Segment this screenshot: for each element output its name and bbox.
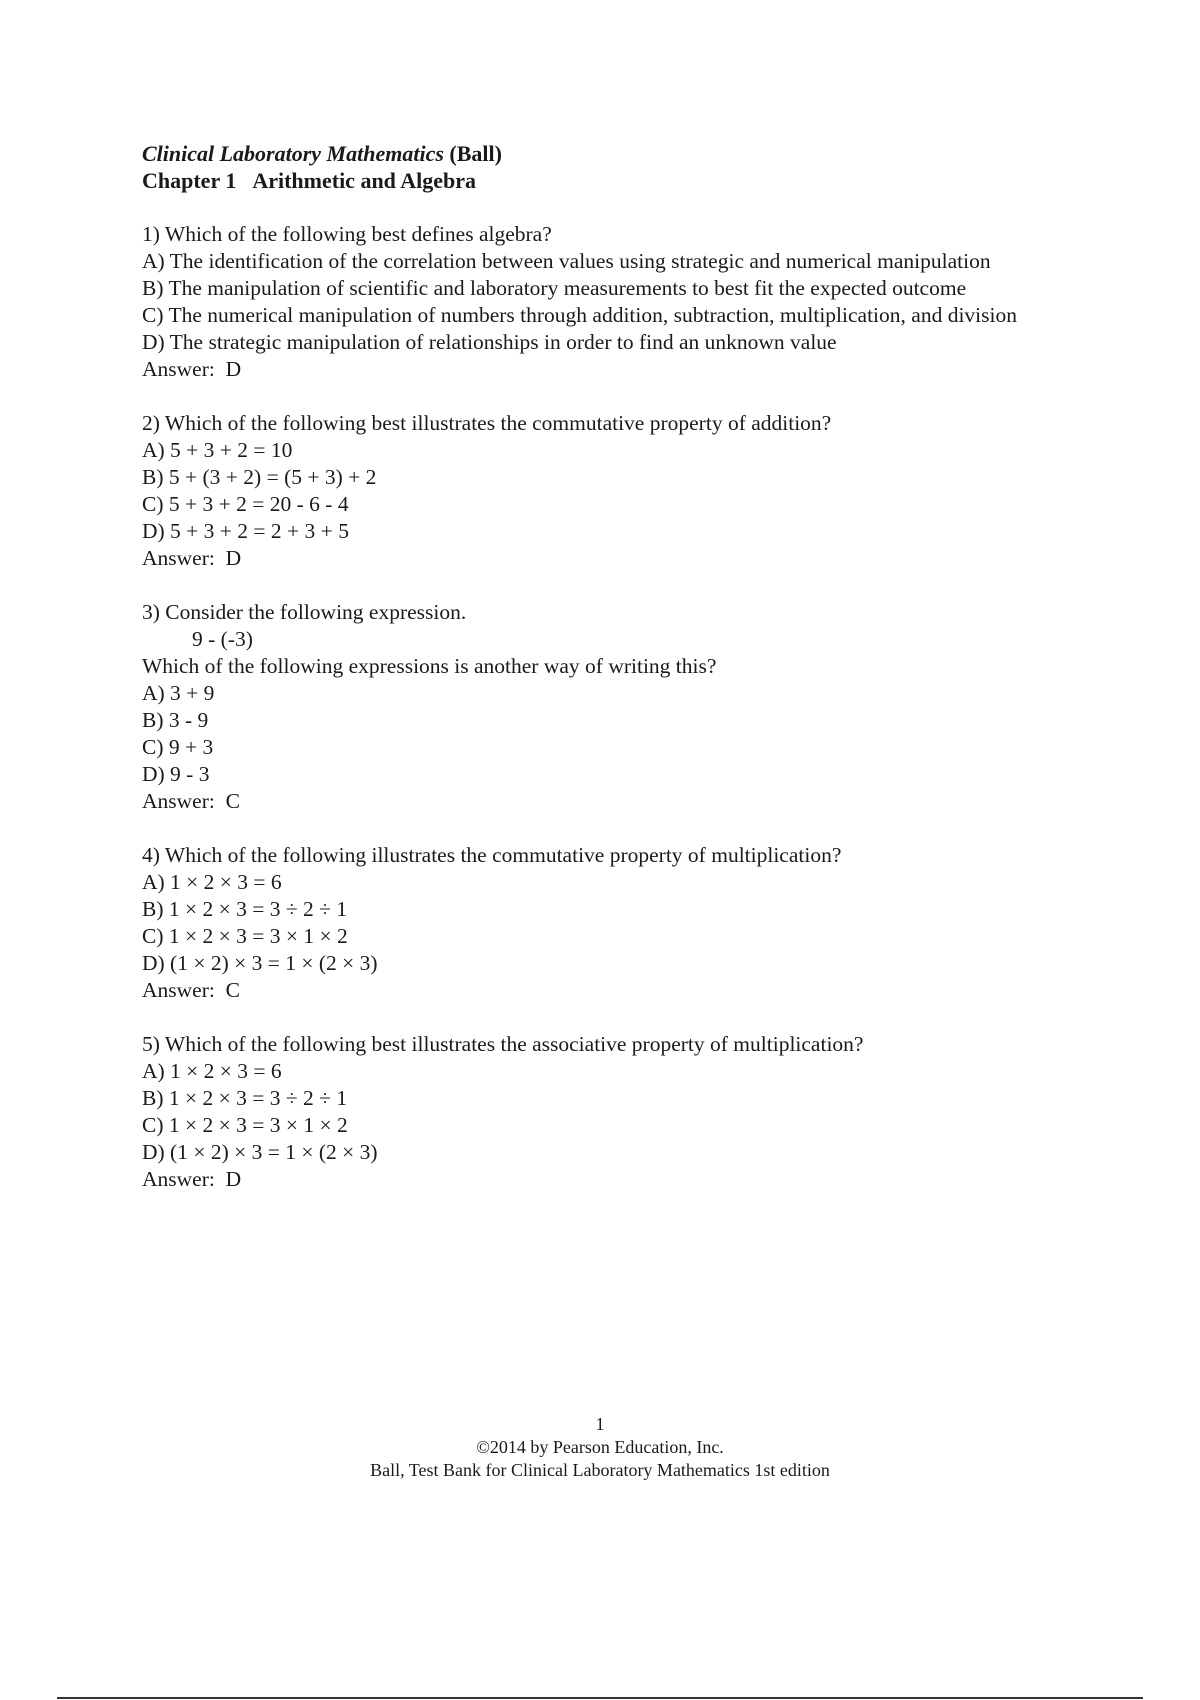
book-author: (Ball): [443, 141, 502, 166]
question-stem: 5) Which of the following best illustrates the associative property of multiplication?: [142, 1032, 864, 1056]
answer: Answer: C: [142, 978, 240, 1002]
option-b: B) The manipulation of scientific and laboratory measurements to best fit the expected outcome: [142, 276, 967, 300]
option-d: D) (1 × 2) × 3 = 1 × (2 × 3): [142, 1140, 378, 1164]
option-a: A) 5 + 3 + 2 = 10: [142, 438, 293, 462]
page-number: 1: [595, 1414, 605, 1434]
question-stem: 3) Consider the following expression.: [142, 600, 467, 624]
question-stem: 1) Which of the following best defines algebra?: [142, 222, 552, 246]
option-b: B) 1 × 2 × 3 = 3 ÷ 2 ÷ 1: [142, 1086, 348, 1110]
option-d: D) 9 - 3: [142, 762, 210, 786]
question-stem-followup: Which of the following expressions is another way of writing this?: [142, 654, 717, 678]
option-b: B) 1 × 2 × 3 = 3 ÷ 2 ÷ 1: [142, 897, 348, 921]
option-d: D) 5 + 3 + 2 = 2 + 3 + 5: [142, 519, 349, 543]
book-heading: [142, 140, 1082, 167]
option-c: C) The numerical manipulation of numbers through addition, subtraction, multiplication, and division: [142, 303, 1017, 327]
option-b: B) 3 - 9: [142, 708, 209, 732]
option-c: C) 9 + 3: [142, 735, 214, 759]
question-3: [142, 599, 1082, 815]
option-a: A) 1 × 2 × 3 = 6: [142, 870, 282, 894]
question-2: [142, 410, 1082, 572]
source-line: Ball, Test Bank for Clinical Laboratory Mathematics 1st edition: [370, 1460, 830, 1480]
copyright-notice: ©2014 by Pearson Education, Inc.: [476, 1437, 724, 1457]
chapter-heading: [142, 167, 1082, 194]
document-body: [142, 140, 1082, 1193]
question-5: [142, 1031, 1082, 1193]
option-d: D) The strategic manipulation of relationships in order to find an unknown value: [142, 330, 837, 354]
option-a: A) 1 × 2 × 3 = 6: [142, 1059, 282, 1083]
option-b: B) 5 + (3 + 2) = (5 + 3) + 2: [142, 465, 377, 489]
option-c: C) 1 × 2 × 3 = 3 × 1 × 2: [142, 924, 348, 948]
question-1: [142, 221, 1082, 383]
question-expression: 9 - (-3): [192, 627, 253, 651]
page-footer: [0, 1413, 1200, 1482]
option-d: D) (1 × 2) × 3 = 1 × (2 × 3): [142, 951, 378, 975]
option-a: A) The identification of the correlation between values using strategic and numerical manipulation: [142, 249, 991, 273]
answer: Answer: D: [142, 1167, 242, 1191]
book-title: Clinical Laboratory Mathematics: [142, 141, 444, 166]
chapter-number: Chapter 1: [142, 168, 237, 193]
answer: Answer: D: [142, 546, 242, 570]
option-c: C) 1 × 2 × 3 = 3 × 1 × 2: [142, 1113, 348, 1137]
answer: Answer: D: [142, 357, 242, 381]
chapter-title: Arithmetic and Algebra: [252, 168, 476, 193]
answer: Answer: C: [142, 789, 240, 813]
option-c: C) 5 + 3 + 2 = 20 - 6 - 4: [142, 492, 349, 516]
bottom-divider: [57, 1697, 1143, 1699]
option-a: A) 3 + 9: [142, 681, 215, 705]
question-4: [142, 842, 1082, 1004]
question-stem: 2) Which of the following best illustrates the commutative property of addition?: [142, 411, 832, 435]
question-stem: 4) Which of the following illustrates the commutative property of multiplication?: [142, 843, 842, 867]
